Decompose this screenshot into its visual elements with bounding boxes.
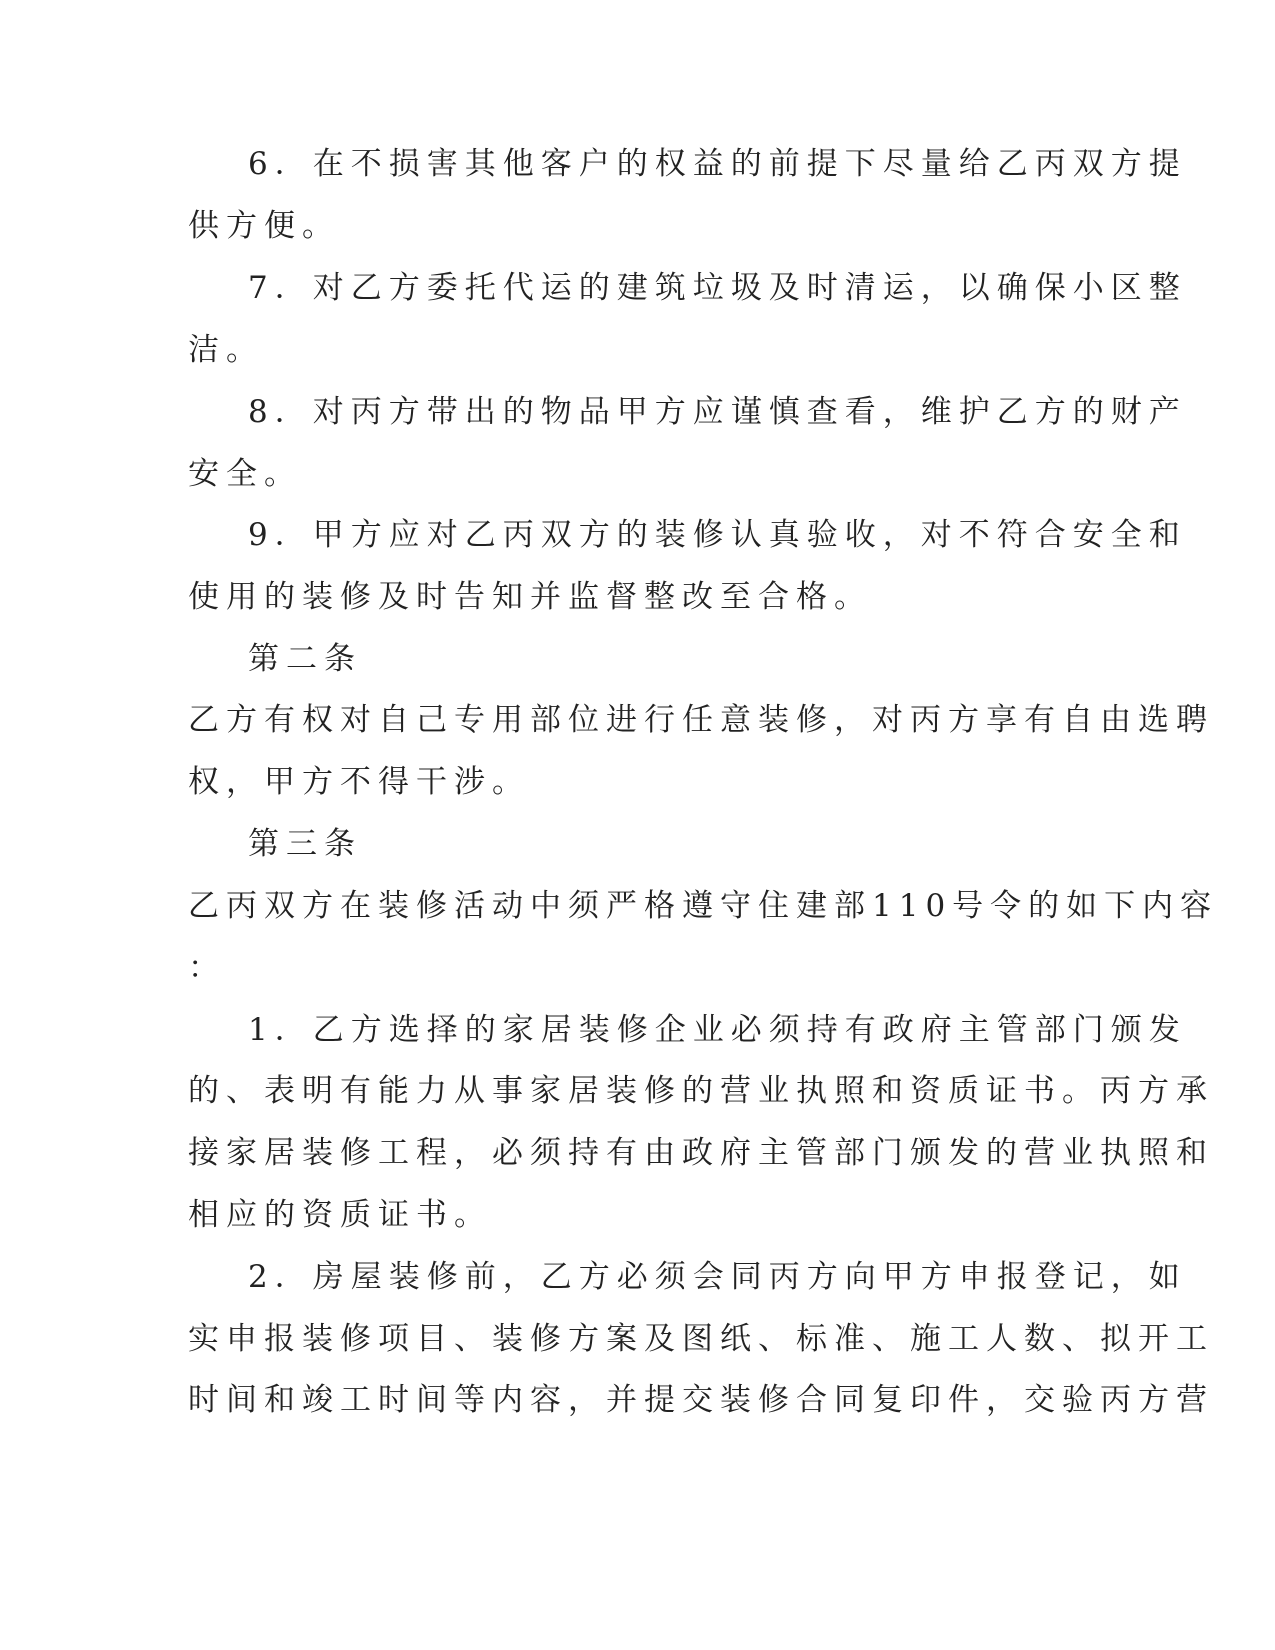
article-3-heading: 第三条 [248,826,362,862]
article-3-item-1-line-4: 相应的资质证书。 [188,1197,492,1233]
article-3-item-1-line-3: 接家居装修工程，必须持有由政府主管部门颁发的营业执照和 [188,1135,1214,1171]
article-2-line-1: 乙方有权对自己专用部位进行任意装修，对丙方享有自由选聘 [188,702,1214,738]
clause-9-line-1: 9．甲方应对乙丙双方的装修认真验收，对不符合安全和 [248,517,1187,553]
article-3-item-2-line-3: 时间和竣工时间等内容，并提交装修合同复印件，交验丙方营 [188,1382,1214,1418]
clause-8-line-2: 安全。 [188,456,302,492]
clause-7-line-1: 7．对乙方委托代运的建筑垃圾及时清运，以确保小区整 [248,270,1187,306]
article-2-line-2: 权，甲方不得干涉。 [188,764,530,800]
article-3-item-1-line-2: 的、表明有能力从事家居装修的营业执照和资质证书。丙方承 [188,1073,1214,1109]
clause-8-line-1: 8．对丙方带出的物品甲方应谨慎查看，维护乙方的财产 [248,394,1187,430]
article-3-line-2: ： [188,950,226,986]
article-3-line-1: 乙丙双方在装修活动中须严格遵守住建部110号令的如下内容 [188,888,1219,924]
article-3-item-1-line-1: 1．乙方选择的家居装修企业必须持有政府主管部门颁发 [248,1012,1187,1048]
clause-9-line-2: 使用的装修及时告知并监督整改至合格。 [188,579,872,615]
clause-7-line-2: 洁。 [188,332,264,368]
article-2-heading: 第二条 [248,641,362,677]
clause-6-line-1: 6．在不损害其他客户的权益的前提下尽量给乙丙双方提 [248,146,1187,182]
article-3-item-2-line-2: 实申报装修项目、装修方案及图纸、标准、施工人数、拟开工 [188,1321,1214,1357]
clause-6-line-2: 供方便。 [188,208,340,244]
article-3-item-2-line-1: 2．房屋装修前，乙方必须会同丙方向甲方申报登记，如 [248,1259,1187,1295]
